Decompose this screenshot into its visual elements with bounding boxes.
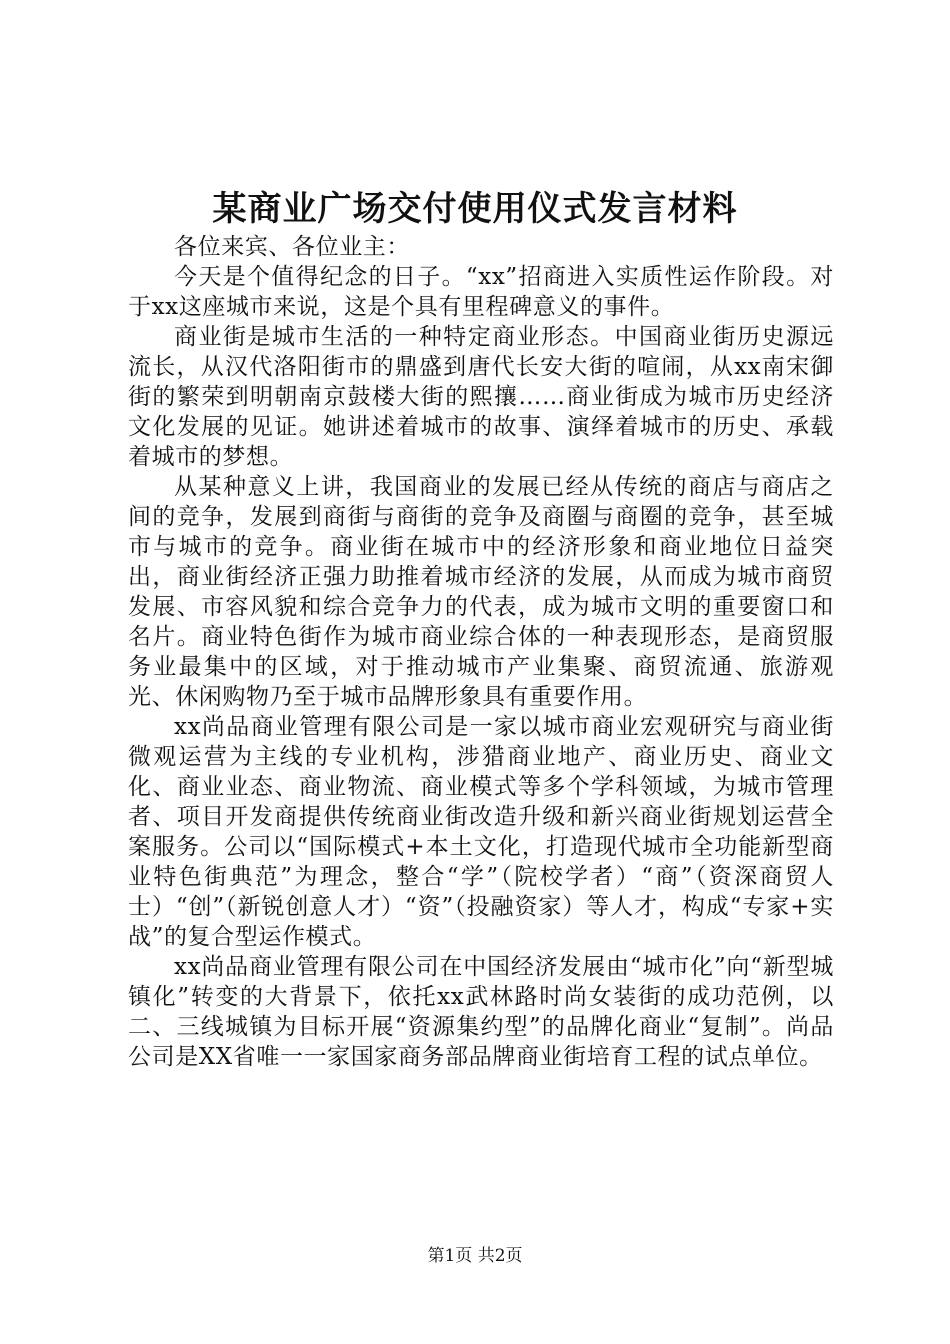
paragraph-5: xx尚品商业管理有限公司在中国经济发展由“城市化”向“新型城镇化”转变的大背景下，依托xx武林路时尚女装街的成功范例，以二、三线城镇为目标开展“资源集约型”的品牌化商业“复制”。尚品公司是XX省唯一一家国家商务部品牌商业街培育工程的试点单位。: [128, 954, 834, 1070]
paragraph-3: 从某种意义上讲，我国商业的发展已经从传统的商店与商店之间的竞争，发展到商街与商街的竞争及商圈与商圈的竞争，甚至城市与城市的竞争。商业街在城市中的经济形象和商业地位日益突出，商业街经济正强力助推着城市经济的发展，从而成为城市商贸发展、市容风貌和综合竞争力的代表，成为城市文明的重要窗口和名片。商业特色街作为城市商业综合体的一种表现形态，是商贸服务业最集中的区域，对于推动城市产业集聚、商贸流通、旅游观光、休闲购物乃至于城市品牌形象具有重要作用。: [128, 474, 834, 710]
page-number-footer: 第1页 共2页: [427, 1246, 523, 1266]
document-title: 某商业广场交付使用仪式发言材料: [212, 189, 738, 229]
paragraph-greeting: 各位来宾、各位业主：: [174, 234, 410, 260]
paragraph-2: 商业街是城市生活的一种特定商业形态。中国商业街历史源远流长，从汉代洛阳街市的鼎盛到唐代长安大街的喧闹，从xx南宋御街的繁荣到明朝南京鼓楼大街的熙攘……商业街成为城市历史经济文化发展的见证。她讲述着城市的故事、演绎着城市的历史、承载着城市的梦想。: [128, 324, 834, 470]
paragraph-1: 今天是个值得纪念的日子。“xx”招商进入实质性运作阶段。对于xx这座城市来说，这是个具有里程碑意义的事件。: [128, 264, 834, 320]
document-body: [128, 232, 834, 1072]
paragraph-4: xx尚品商业管理有限公司是一家以城市商业宏观研究与商业街微观运营为主线的专业机构，涉猎商业地产、商业历史、商业文化、商业业态、商业物流、商业模式等多个学科领域，为城市管理者、项目开发商提供传统商业街改造升级和新兴商业街规划运营全案服务。公司以“国际模式+本土文化，打造现代城市全功能新型商业特色街典范”为理念，整合“学”（院校学者）“商”（资深商贸人士）“创”（新锐创意人才）“资”（投融资家）等人才，构成“专家+实战”的复合型运作模式。: [128, 714, 834, 950]
